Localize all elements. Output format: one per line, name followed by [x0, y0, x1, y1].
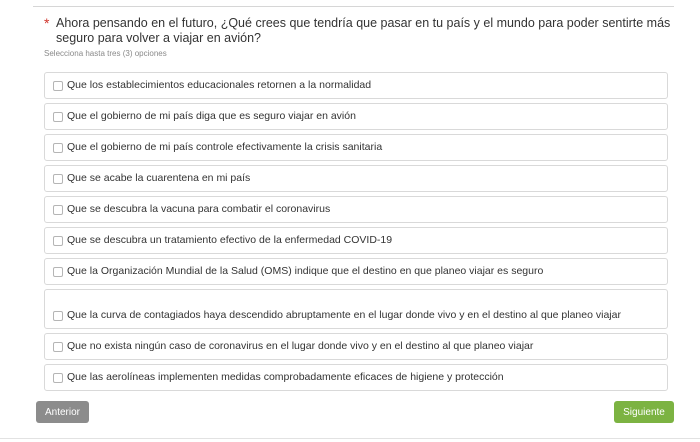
checkbox[interactable] — [53, 81, 63, 91]
question-text: Ahora pensando en el futuro, ¿Qué crees que tendría que pasar en tu país y el mundo para poder sentirte más seguro para volver a viajar en avión? — [56, 16, 671, 45]
option-government-says-safe[interactable] — [44, 103, 668, 130]
option-label: Que se descubra un tratamiento efectivo de la enfermedad COVID-19 — [67, 234, 393, 246]
option-vaccine-discovered[interactable] — [44, 196, 668, 223]
option-label: Que no exista ningún caso de coronavirus en el lugar donde vivo y en el destino al que planeo viajar — [67, 340, 534, 352]
option-treatment-discovered[interactable] — [44, 227, 668, 254]
option-label: Que las aerolíneas implementen medidas comprobadamente eficaces de higiene y protección — [67, 371, 504, 383]
checkbox[interactable] — [53, 205, 63, 215]
option-label: Que se acabe la cuarentena en mi país — [67, 172, 251, 184]
question-title — [44, 16, 674, 46]
checkbox[interactable] — [53, 373, 63, 383]
checkbox[interactable] — [53, 143, 63, 153]
option-airline-hygiene[interactable] — [44, 364, 668, 391]
option-no-cases[interactable] — [44, 333, 668, 360]
option-who-says-safe[interactable] — [44, 258, 668, 285]
checkbox[interactable] — [53, 267, 63, 277]
option-label: Que el gobierno de mi país controle efectivamente la crisis sanitaria — [67, 141, 383, 153]
next-button[interactable]: Siguiente — [614, 401, 674, 423]
option-label: Que se descubra la vacuna para combatir el coronavirus — [67, 203, 331, 215]
option-quarantine-ends[interactable] — [44, 165, 668, 192]
option-label: Que la Organización Mundial de la Salud (OMS) indique que el destino en que planeo viajar es seguro — [67, 265, 544, 277]
checkbox[interactable] — [53, 342, 63, 352]
option-reopen-schools[interactable] — [44, 72, 668, 99]
checkbox[interactable] — [53, 236, 63, 246]
question-block — [44, 16, 674, 59]
options-list — [44, 72, 668, 395]
top-divider — [33, 6, 674, 7]
option-curve-descended[interactable] — [44, 289, 668, 329]
option-label: Que el gobierno de mi país diga que es seguro viajar en avión — [67, 110, 356, 122]
option-government-controls-crisis[interactable] — [44, 134, 668, 161]
checkbox[interactable] — [53, 311, 63, 321]
option-label: Que la curva de contagiados haya descendido abruptamente en el lugar donde vivo y en el destino al que planeo viajar — [67, 309, 621, 321]
bottom-divider — [0, 438, 700, 439]
previous-button[interactable]: Anterior — [36, 401, 89, 423]
required-asterisk: * — [44, 15, 50, 31]
checkbox[interactable] — [53, 174, 63, 184]
option-label: Que los establecimientos educacionales retornen a la normalidad — [67, 79, 372, 91]
question-hint: Selecciona hasta tres (3) opciones — [44, 49, 167, 58]
checkbox[interactable] — [53, 112, 63, 122]
